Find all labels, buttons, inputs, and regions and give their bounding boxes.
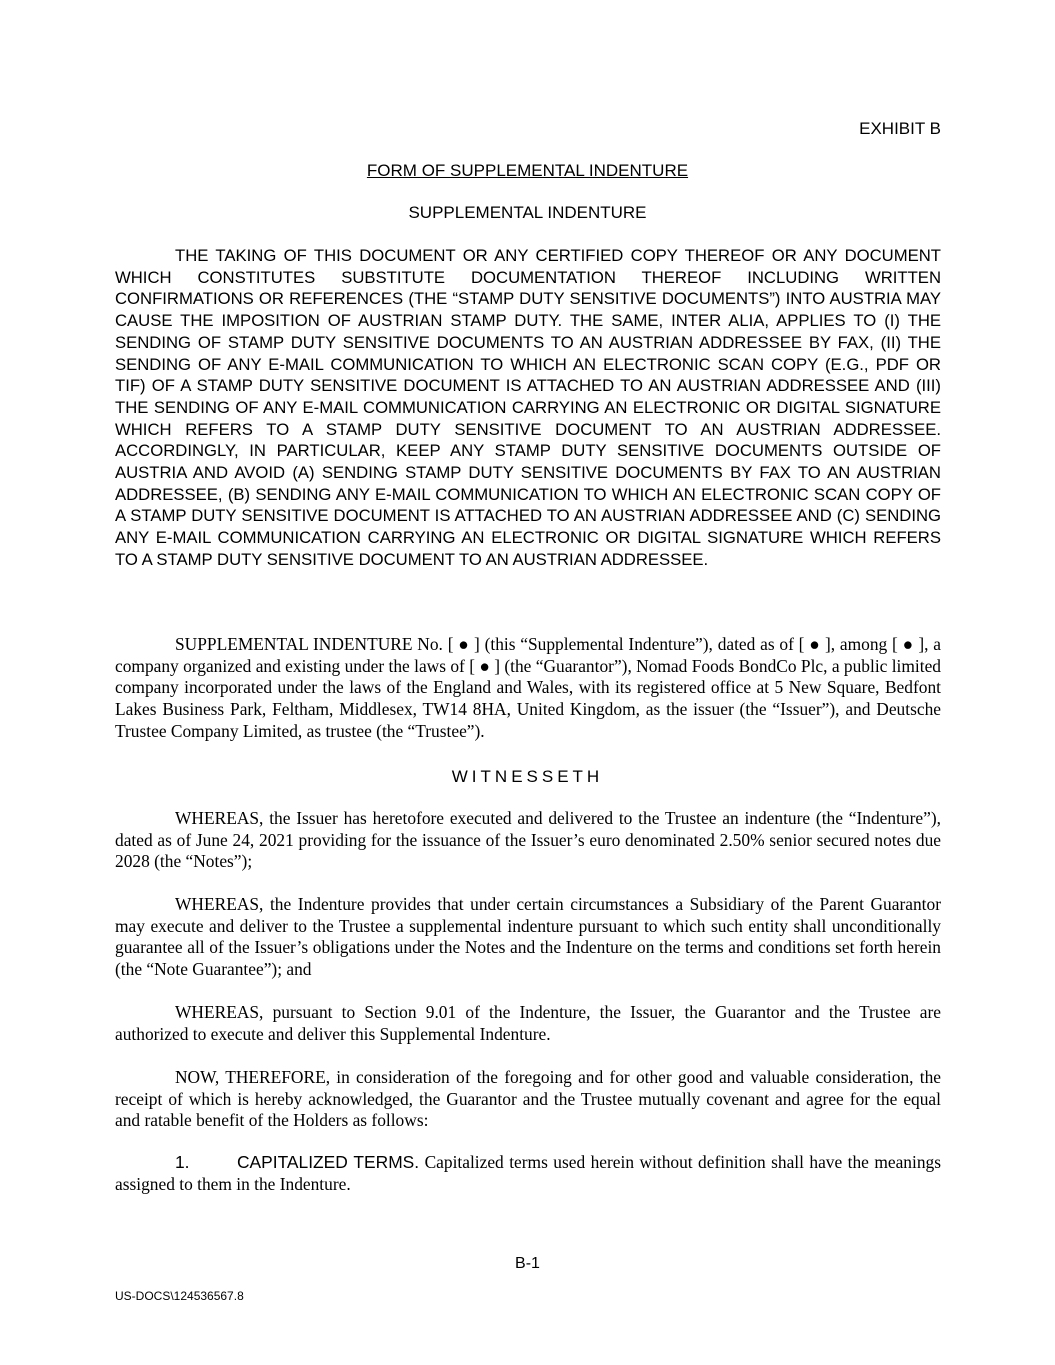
whereas-clause-1-text: WHEREAS, the Issuer has heretofore executed and delivered to the Trustee an indenture (the “Indenture”), dated as of June 24, 2021 providing for the issuance of the Issuer’s euro denominated 2.50% senior secured notes due 2028 (the “Notes”); <box>115 808 941 872</box>
now-therefore-text: NOW, THEREFORE, in consideration of the foregoing and for other good and valuable consideration, the receipt of which is hereby acknowledged, the Guarantor and the Trustee mutually covenant and agree for the equal and ratable benefit of the Holders as follows: <box>115 1067 941 1131</box>
stamp-duty-notice <box>115 245 941 571</box>
section-1-title: CAPITALIZED TERMS. <box>237 1152 420 1172</box>
whereas-clause-2-text: WHEREAS, the Indenture provides that under certain circumstances a Subsidiary of the Parent Guarantor may execute and deliver to the Trustee a supplemental indenture pursuant to which such entity shall unconditionally guarantee all of the Issuer’s obligations under the Notes and the Indenture on the terms and conditions set forth herein (the “Note Guarantee”); and <box>115 894 941 980</box>
whereas-clause-1 <box>115 808 941 873</box>
section-1 <box>115 1152 941 1195</box>
whereas-clause-3 <box>115 1002 941 1045</box>
intro-paragraph-text: SUPPLEMENTAL INDENTURE No. [ ● ] (this “Supplemental Indenture”), dated as of [ ● ], among [ ● ], a company organized and existing under the laws of [ ● ] (the “Guarantor”), Nomad Foods BondCo Plc, a public limited company incorporated under the laws of the England and Wales, with its registered office at 5 New Square, Bedfont Lakes Business Park, Feltham, Middlesex, TW14 8HA, United Kingdom, as the issuer (the “Issuer”), and Deutsche Trustee Company Limited, as trustee (the “Trustee”). <box>115 634 941 741</box>
form-title: FORM OF SUPPLEMENTAL INDENTURE <box>366 161 689 180</box>
stamp-duty-notice-text: THE TAKING OF THIS DOCUMENT OR ANY CERTIFIED COPY THEREOF OR ANY DOCUMENT WHICH CONSTITUTES SUBSTITUTE DOCUMENTATION THEREOF INCLUDING WRITTEN CONFIRMATIONS OR REFERENCES (THE “STAMP DUTY SENSITIVE DOCUMENTS”) INTO AUSTRIA MAY CAUSE THE IMPOSITION OF AUSTRIAN STAMP DUTY. THE SAME, INTER ALIA, APPLIES TO (I) THE SENDING OF STAMP DUTY SENSITIVE DOCUMENTS TO AN AUSTRIAN ADDRESSEE BY FAX, (II) THE SENDING OF ANY E-MAIL COMMUNICATION TO WHICH AN ELECTRONIC SCAN COPY (E.G., PDF OR TIF) OF A STAMP DUTY SENSITIVE DOCUMENT IS ATTACHED TO AN AUSTRIAN ADDRESSEE AND (III) THE SENDING OF ANY E-MAIL COMMUNICATION CARRYING AN ELECTRONIC OR DIGITAL SIGNATURE WHICH REFERS TO A STAMP DUTY SENSITIVE DOCUMENT TO AN AUSTRIAN ADDRESSEE. ACCORDINGLY, IN PARTICULAR, KEEP ANY STAMP DUTY SENSITIVE DOCUMENTS OUTSIDE OF AUSTRIA AND AVOID (A) SENDING STAMP DUTY SENSITIVE DOCUMENTS BY FAX TO AN AUSTRIAN ADDRESSEE, (B) SENDING ANY E-MAIL COMMUNICATION TO WHICH AN ELECTRONIC SCAN COPY OF A STAMP DUTY SENSITIVE DOCUMENT IS ATTACHED TO AN AUSTRIAN ADDRESSEE AND (C) SENDING ANY E-MAIL COMMUNICATION CARRYING AN ELECTRONIC OR DIGITAL SIGNATURE WHICH REFERS TO A STAMP DUTY SENSITIVE DOCUMENT TO AN AUSTRIAN ADDRESSEE. <box>115 246 941 569</box>
page-number: B-1 <box>515 1255 540 1272</box>
section-1-number: 1. <box>175 1152 190 1172</box>
section-1-text: Capitalized terms used herein without definition shall have the meanings assigned to them in the Indenture. <box>115 1152 941 1194</box>
intro-paragraph <box>115 634 941 743</box>
now-therefore-clause <box>115 1067 941 1132</box>
whereas-clause-2 <box>115 894 941 981</box>
witnesseth-heading: WITNESSETH <box>451 767 604 786</box>
exhibit-label: EXHIBIT B <box>859 119 941 138</box>
document-title: SUPPLEMENTAL INDENTURE <box>408 203 647 222</box>
whereas-clause-3-text: WHEREAS, pursuant to Section 9.01 of the Indenture, the Issuer, the Guarantor and the Trustee are authorized to execute and deliver this Supplemental Indenture. <box>115 1002 941 1044</box>
document-id: US-DOCS\124536567.8 <box>115 1289 244 1303</box>
section-1-paragraph <box>115 1152 941 1195</box>
